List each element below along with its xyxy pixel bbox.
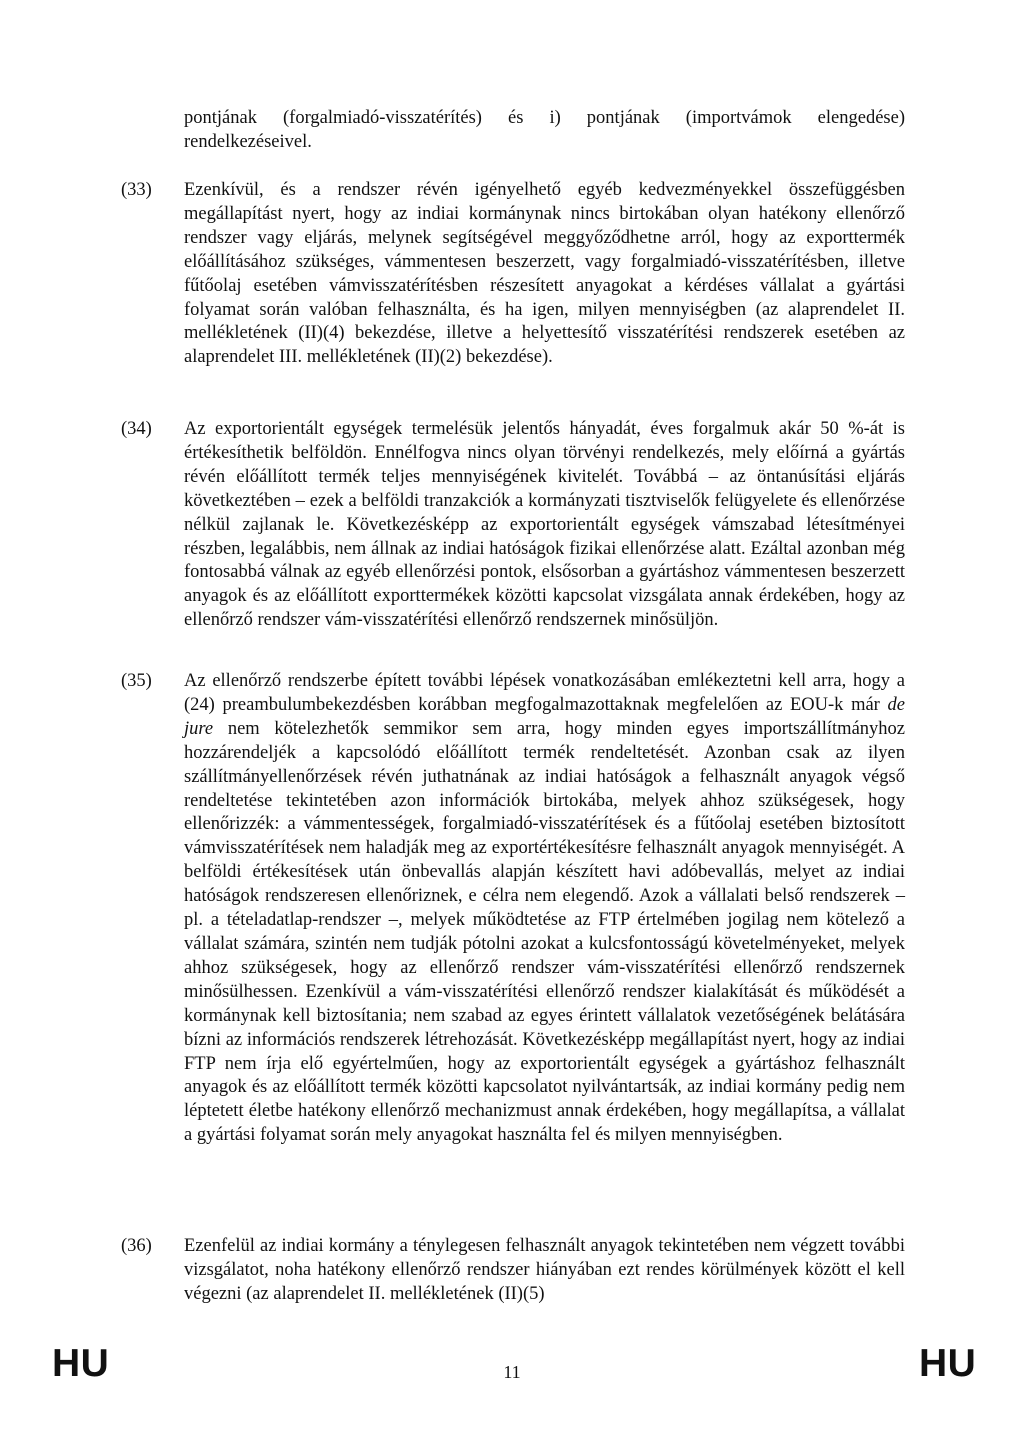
italic-latin-term: de jure xyxy=(184,694,905,739)
paragraph-35 xyxy=(121,670,905,1148)
paragraph-36 xyxy=(121,1235,905,1307)
paragraph-34 xyxy=(121,418,905,633)
paragraph-text: Ezenkívül, és a rendszer révén igényelhető egyéb kedvezményekkel összefüggésben megállapítást nyert, hogy az indiai kormánynak nincs birtokában olyan hatékony ellenőrző rendszer vagy eljárás, melynek segítségével meggyőződhetne arról, hogy az exporttermék előállításához szükséges, vámmentesen beszerzett, vagy forgalmiadó-visszatérítésben, illetve fűtőolaj esetében vámvisszatérítésben részesített anyagokat a kérdéses vállalat a gyártási folyamat során valóban felhasználta, és ha igen, milyen mennyiségben (az alaprendelet II. mellékletének (II)(4) bekezdése, illetve a helyettesítő visszatérítési rendszerek esetében az alaprendelet III. mellékletének (II)(2) bekezdése). xyxy=(184,180,905,368)
paragraph-33 xyxy=(121,179,905,370)
page-number: 11 xyxy=(503,1362,521,1382)
paragraph-number: (36) xyxy=(121,1236,152,1256)
paragraph-text: Az exportorientált egységek termelésük jelentős hányadát, éves forgalmuk akár 50 %-át is értékesíthetik belföldön. Ennélfogva nincs olyan törvényi rendelkezés, mely előírná a gyártás révén előállított termék teljes mennyiségének kivitelét. Továbbá – az öntanúsítási eljárás következtében – ezek a belföldi tranzakciók a kormányzati tisztviselők felügyelete és ellenőrzése nélkül zajlanak le. Következésképp az exportorientált egységek vámszabad létesítményei részben, legalábbis, nem állnak az indiai hatóságok fizikai ellenőrzése alatt. Ezáltal azonban még fontosabbá válnak az egyéb ellenőrzési pontok, elsősorban a gyártáshoz vámmentesen beszerzett anyagok és az előállított exporttermékek közötti kapcsolat vizsgálata annak érdekében, hogy az ellenőrző rendszer vám-visszatérítési ellenőrző rendszernek minősüljön. xyxy=(184,419,905,631)
paragraph-text-after-italic: nem kötelezhetők semmikor sem arra, hogy minden egyes importszállítmányhoz hozzárendeljék a kapcsolódó előállított termék rendeltetését. Azonban csak az ilyen szállítmányellenőrzések révén juthatnának az indiai hatóságok a felhasznált anyagok végső rendeltetése tekintetében azon információk birtokába, melyek ahhoz szükségesek, hogy ellenőrizzék: a vámmentességek, forgalmiadó-visszatérítések és a fűtőolaj esetében biztosított vámvisszatérítések nem haladják meg az exportértékesítésre felhasznált anyagok mennyiségét. A belföldi értékesítések után önbevallás alapján készített havi adóbevallás, melyet az indiai hatóságok rendszeresen ellenőriznek, e célra nem elegendő. Azok a vállalati belső rendszerek – pl. a tételadatlap-rendszer –, melyek működtetése az FTP értelmében jogilag nem kötelező a vállalat számára, szintén nem tudják pótolni azokat a kulcsfontosságú követelményeket, melyek ahhoz szükségesek, hogy az ellenőrző rendszer vám-visszatérítési ellenőrző rendszernek minősülhessen. Ezenkívül a vám-visszatérítési ellenőrző rendszer kialakítását és működését a kormánynak kell biztosítania; nem szabad az egyes érintett vállalatok vezetőségének belátására bízni az információs rendszerek létrehozását. Következésképp megállapítást nyert, hogy az indiai FTP nem írja elő egyértelműen, hogy az exportorientált egységek a gyártáshoz felhasznált anyagok és az előállított termék közötti kapcsolatot nyilvántartsák, az indiai kormány pedig nem léptetett életbe hatékony ellenőrző mechanizmust annak érdekében, hogy megállapítsa, a vállalat a gyártási folyamat során mely anyagokat használta fel és milyen mennyiségben. xyxy=(184,718,905,1146)
language-code-right: HU xyxy=(919,1342,977,1385)
paragraph-number: (35) xyxy=(121,671,152,691)
paragraph-number: (33) xyxy=(121,180,152,200)
paragraph-text: Ezenfelül az indiai kormány a ténylegesen felhasznált anyagok tekintetében nem végzett további vizsgálatot, noha hatékony ellenőrző rendszer hiányában ezt rendes körülmények között el kell végezni (az alaprendelet II. mellékletének (II)(5) xyxy=(184,1236,905,1304)
language-code-left: HU xyxy=(52,1342,110,1385)
paragraph-text-before-italic: Az ellenőrző rendszerbe épített további lépések vonatkozásában emlékeztetni kell arra, hogy a (24) preambulumbekezdésben korábban megfogalmazottaknak megfelelően az EOU-k már xyxy=(184,671,905,715)
paragraph-number: (34) xyxy=(121,419,152,439)
continued-paragraph-text: pontjának (forgalmiadó-visszatérítés) és i) pontjának (importvámok elengedése) rendelkezéseivel. xyxy=(184,108,905,152)
continued-paragraph xyxy=(184,107,905,155)
paragraph-text xyxy=(184,670,905,1148)
